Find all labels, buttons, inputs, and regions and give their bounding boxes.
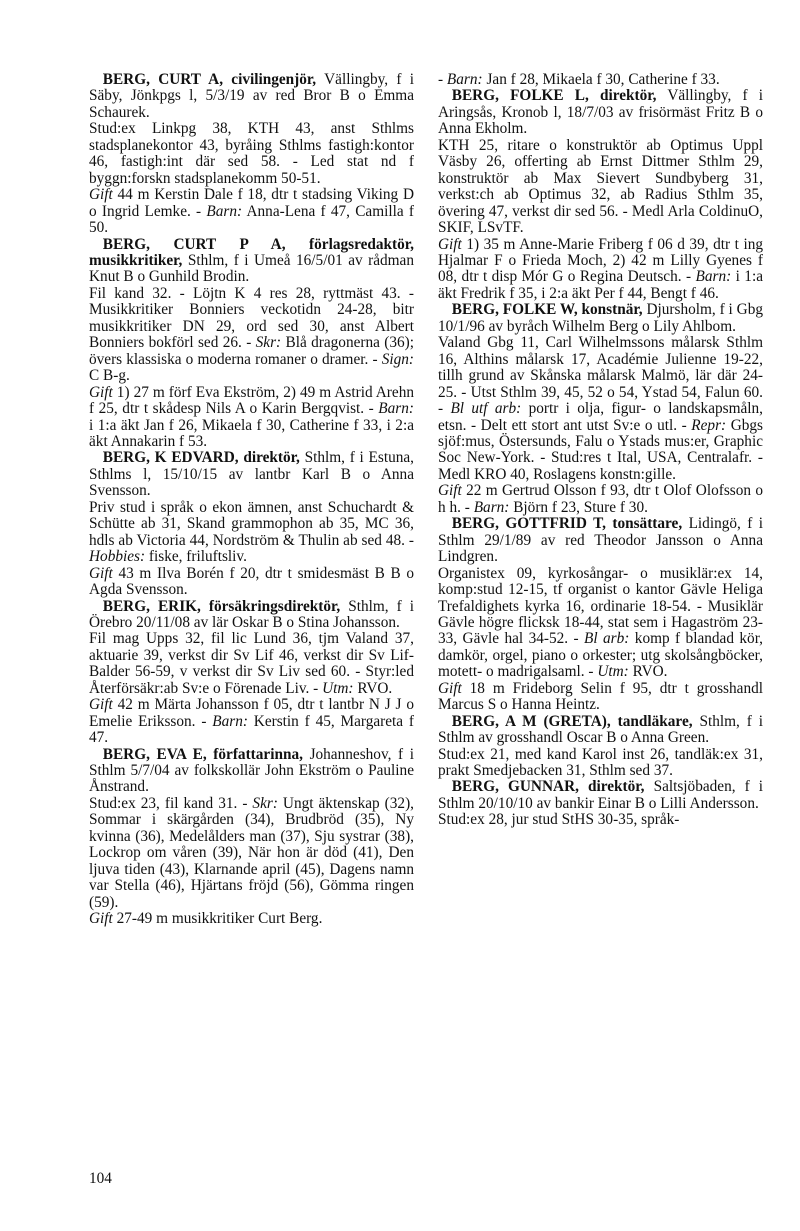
entry-paragraph <box>89 286 414 385</box>
entry-paragraph <box>89 566 414 599</box>
entry-heading: BERG, A M (GRETA), tandläkare, <box>451 712 693 730</box>
entry-paragraph <box>89 187 414 236</box>
entry-text: Gift 1) 35 m Anne-Marie Friberg f 06 d 39, dtr t ing Hjalmar F o Frieda Moch, 2) 42 m Lilly Gyenes f 08, dtr t disp Mór G o Regina Deutsch. - Barn: i 1:a äkt Fredrik f 35, i 2:a äkt Per f 44, Bengt f 46. <box>438 235 763 302</box>
entry-heading: BERG, FOLKE W, konstnär, <box>451 301 643 319</box>
entry-text: Gift 22 m Gertrud Olsson f 93, dtr t Olof Olofsson o h h. - Barn: Björn f 23, Sture f 30. <box>438 482 763 516</box>
entry-text: Djursholm, f i Gbg 10/1/96 av byråch Wilhelm Berg o Lily Ahlbom. <box>438 301 763 335</box>
directory-entry <box>89 599 414 747</box>
entry-heading: BERG, CURT A, civilingenjör, <box>102 71 317 88</box>
entry-first-paragraph <box>438 302 763 335</box>
entry-first-paragraph <box>89 450 414 499</box>
entry-text: Priv stud i språk o ekon ämnen, anst Schuchardt & Schütte ab 31, Skand grammophon ab 35, MC 36, hdls ab Victoria 44, Nordström & Thulin ab sed 48. - Hobbies: fiske, friluftsliv. <box>89 498 414 566</box>
entry-first-paragraph <box>438 779 763 812</box>
entry-paragraph <box>438 237 763 303</box>
entry-text: Vällingby, f i Säby, Jönkpgs l, 5/3/19 av red Bror B o Emma Schaurek. <box>89 71 414 121</box>
entry-heading: BERG, FOLKE L, direktör, <box>451 87 657 105</box>
entry-heading: BERG, GUNNAR, direktör, <box>451 778 645 796</box>
entry-text: Lidingö, f i Sthlm 29/1/89 av red Theodor Jansson o Anna Lindgren. <box>438 515 763 566</box>
entry-text: Valand Gbg 11, Carl Wilhelmssons målarsk Sthlm 16, Althins målarsk 17, Académie Julienne 19-22, tillh grund av Skånska målarsk Malmö, lär där 24-25. - Utst Sthlm 39, 45, 52 o 54, Ystad 54, Falun 60. - Bl utf arb: portr i olja, figur- o landskapsmåln, etsn. - Delt ett stort ant utst Sv:e o utl. - Repr: Gbgs sjöf:mus, Östersunds, Falu o Ystads mus:er, Graphic Soc New-York. - Stud:res t Ital, USA, Centralafr. - Medl KRO 40, Roslagens konstn:gille. <box>438 334 764 483</box>
entry-first-paragraph <box>89 237 414 286</box>
entry-first-paragraph <box>438 72 763 88</box>
entry-text: Gift 42 m Märta Johansson f 05, dtr t lantbr N J J o Emelie Eriksson. - Barn: Kerstin f 45, Margareta f 47. <box>89 696 414 747</box>
entry-paragraph <box>89 500 414 566</box>
entry-text: - Barn: Jan f 28, Mikaela f 30, Catherine f 33. <box>438 71 720 88</box>
left-column <box>89 72 414 928</box>
entry-text: Sthlm, f i Örebro 20/11/08 av lär Oskar B o Stina Johansson. <box>89 597 415 631</box>
entry-first-paragraph <box>438 516 763 565</box>
entry-text: Stud:ex 28, jur stud StHS 30-35, språk- <box>438 811 680 829</box>
entry-text: KTH 25, ritare o konstruktör ab Optimus Uppl Väsby 26, offerting ab Ernst Dittmer Sthlm 29, konstruktör ab Max Sievert Sundbyberg 31, verkst:ch ab Optimus 32, ab Radius Sthlm 35, övering 47, verkst dir sed 56. - Medl Arla ColdinuO, SKIF, LSvTF. <box>438 136 763 237</box>
directory-entry <box>438 88 763 302</box>
entry-first-paragraph <box>89 747 414 796</box>
entry-paragraph <box>438 483 763 516</box>
entry-text: Sthlm, f i Estuna, Sthlms l, 15/10/15 av lantbr Karl B o Anna Svensson. <box>89 449 415 500</box>
entry-paragraph <box>438 138 763 237</box>
directory-entry <box>89 747 414 928</box>
entry-heading: BERG, EVA E, författarinna, <box>102 745 303 763</box>
entry-text: Gift 27-49 m musikkritiker Curt Berg. <box>89 910 323 928</box>
directory-entry <box>438 714 763 780</box>
entry-first-paragraph <box>89 599 414 632</box>
directory-entry <box>89 450 414 598</box>
entry-text: Organistex 09, kyrkosångar- o musiklär:ex 14, komp:stud 12-15, tf organist o kantor Gävle Heliga Trefaldighets kyrka 16, ordinarie 18-54. - Musiklär Gävle högre flicksk 18-44, stat sem i Hagaström 23-33, Gävle hal 34-52. - Bl arb: komp f blandad kör, damkör, orgel, piano o orkester; utg skolsångböcker, motett- o madrigalsaml. - Utm: RVO. <box>438 564 763 681</box>
entry-first-paragraph <box>438 714 763 747</box>
directory-entry <box>89 72 414 237</box>
right-column <box>438 72 763 829</box>
entry-text: Stud:ex Linkpg 38, KTH 43, anst Sthlms stadsplanekontor 43, byråing Sthlms fastigh:kontor 46, fastigh:int där sed 58. - Led stat nd f byggn:forskn stadsplanekomm 50-51. <box>89 120 414 187</box>
page-number: 104 <box>89 1170 112 1187</box>
entry-text: Fil kand 32. - Löjtn K 4 res 28, ryttmäst 43. - Musikkritiker Bonniers veckotidn 24-28, bitr musikkritiker DN 29, ord sed 30, anst Albert Bonniers bokförl sed 26. - Skr: Blå dragonerna (36); övers klassiska o moderna romaner o dramer. - Sign: C B-g. <box>89 284 414 385</box>
entry-paragraph <box>89 631 414 697</box>
entry-heading: BERG, GOTTFRID T, tonsättare, <box>451 515 683 533</box>
entry-paragraph <box>438 335 763 483</box>
entry-paragraph <box>89 697 414 746</box>
entry-paragraph <box>438 566 763 681</box>
entry-paragraph <box>438 681 763 714</box>
entry-text: Johanneshov, f i Sthlm 5/7/04 av folkskollär John Ekström o Pauline Ånstrand. <box>89 745 414 796</box>
directory-entry <box>438 302 763 516</box>
entry-text: Gift 18 m Frideborg Selin f 95, dtr t grosshandl Marcus S o Hanna Heintz. <box>438 679 763 714</box>
entry-text: Sthlm, f i Umeå 16/5/01 av rådman Knut B o Gunhild Brodin. <box>89 251 414 286</box>
entry-paragraph <box>89 385 414 451</box>
entry-paragraph <box>89 796 414 911</box>
entry-text: Saltsjöbaden, f i Sthlm 20/10/10 av bankir Einar B o Lilli Andersson. <box>438 778 763 812</box>
entry-text: Vällingby, f i Aringsås, Kronob l, 18/7/03 av frisörmäst Fritz B o Anna Ekholm. <box>438 87 763 138</box>
entry-first-paragraph <box>89 72 414 121</box>
directory-entry <box>89 237 414 451</box>
entry-paragraph <box>89 121 414 187</box>
entry-heading: BERG, CURT P A, förlagsredaktör, musikkritiker, <box>89 235 414 269</box>
entry-text: Gift 43 m Ilva Borén f 20, dtr t smidesmäst B B o Agda Svensson. <box>89 564 414 599</box>
directory-entry <box>438 779 763 828</box>
entry-text: Fil mag Upps 32, fil lic Lund 36, tjm Valand 37, aktuarie 39, verkst dir Sv Lif 46, verkst dir Sv Lif-Balder 56-59, v verkst dir Sv Liv sed 60. - Styr:led Återförsäkr:ab Sv:e o Förenade Liv. - Utm: RVO. <box>89 630 414 697</box>
entry-text: Sthlm, f i Sthlm av grosshandl Oscar B o Anna Green. <box>438 712 763 747</box>
entry-text: Gift 44 m Kerstin Dale f 18, dtr t stadsing Viking D o Ingrid Lemke. - Barn: Anna-Lena f 47, Camilla f 50. <box>89 186 414 237</box>
entry-first-paragraph <box>438 88 763 137</box>
entry-paragraph <box>438 812 763 828</box>
entry-text: Stud:ex 21, med kand Karol inst 26, tandläk:ex 31, prakt Smedjebacken 31, Sthlm sed 37. <box>438 745 763 780</box>
entry-heading: BERG, ERIK, försäkringsdirektör, <box>102 597 341 615</box>
entry-heading: BERG, K EDVARD, direktör, <box>102 449 300 467</box>
directory-entry <box>438 72 763 88</box>
entry-paragraph <box>89 911 414 927</box>
directory-entry <box>438 516 763 713</box>
entry-text: Stud:ex 23, fil kand 31. - Skr: Ungt äktenskap (32), Sommar i skärgården (34), Brudbröd (35), Ny kvinna (36), Medelålders man (37), Sju systrar (38), Lockrop om våren (39), När hon är död (41), Den ljuva tiden (43), Klarnande april (45), Dagens namn var Stella (46), Hjärtans fröjd (56), Gömma ringen (59). <box>89 794 414 911</box>
entry-text: Gift 1) 27 m förf Eva Ekström, 2) 49 m Astrid Arehn f 25, dtr t skådesp Nils A o Karin Bergqvist. - Barn: i 1:a äkt Jan f 26, Mikaela f 30, Catherine f 33, i 2:a äkt Annakarin f 53. <box>89 383 414 450</box>
entry-paragraph <box>438 747 763 780</box>
